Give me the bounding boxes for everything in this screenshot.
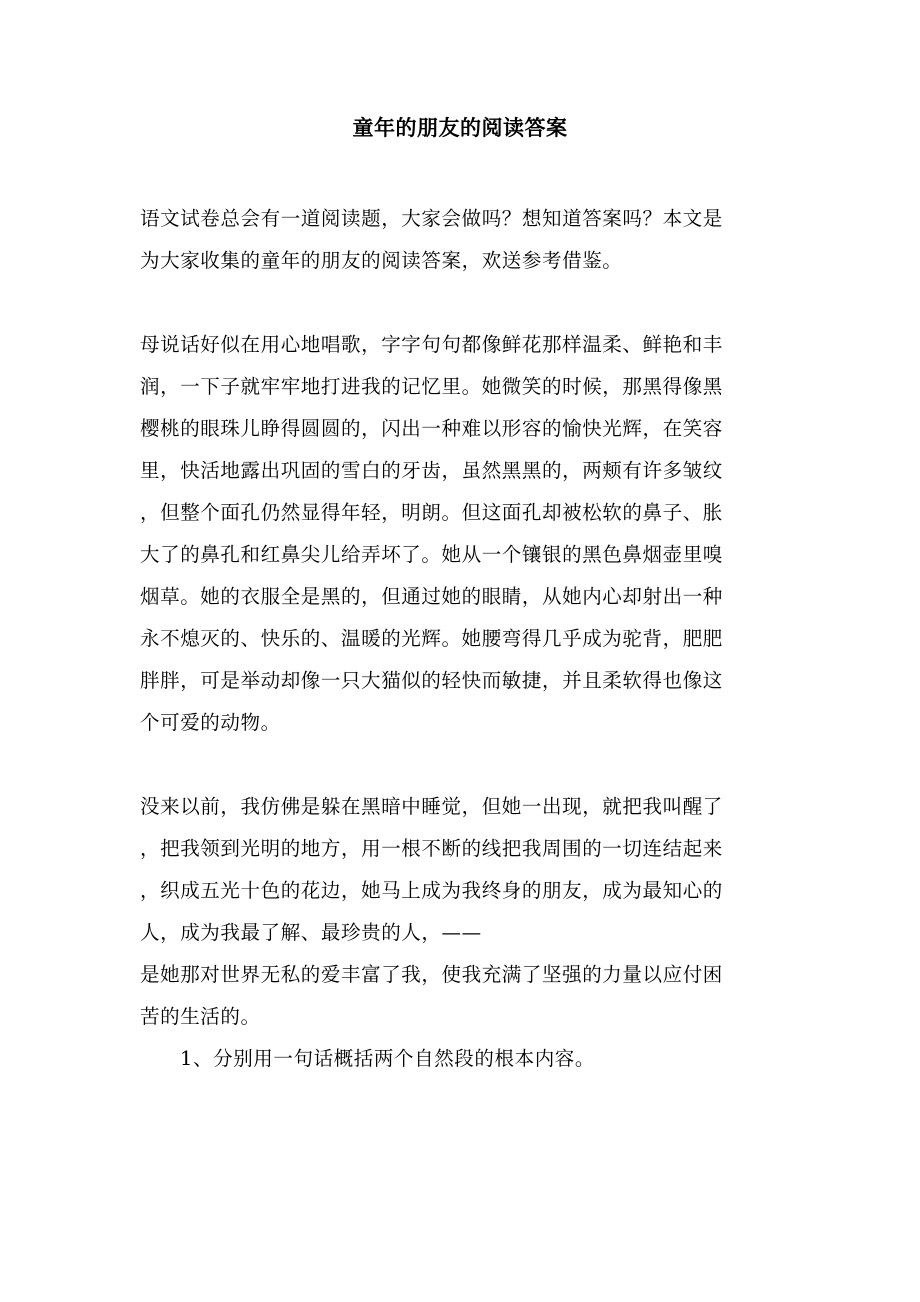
text-line: 润，一下子就牢牢地打进我的记忆里。她微笑的时候，那黑得像黑	[140, 375, 723, 398]
text-line: 里，快活地露出巩固的雪白的牙齿，虽然黑黑的，两颊有许多皱纹	[140, 459, 723, 482]
intro-paragraph	[140, 198, 780, 282]
text-line: 人，成为我最了解、最珍贵的人，——	[140, 921, 482, 944]
text-line: 烟草。她的衣服全是黑的，但通过她的眼睛，从她内心却射出一种	[140, 585, 723, 608]
text-line: ，织成五光十色的花边，她马上成为我终身的朋友，成为最知心的	[140, 879, 723, 902]
friend-paragraph	[140, 786, 780, 1038]
paragraph-gap	[140, 282, 780, 324]
text-line: ，把我领到光明的地方，用一根不断的线把我周围的一切连结起来	[140, 837, 723, 860]
document-body	[140, 198, 780, 1080]
text-line: ，但整个面孔仍然显得年轻，明朗。但这面孔却被松软的鼻子、胀	[140, 501, 723, 524]
paragraph-gap	[140, 744, 780, 786]
text-line: 樱桃的眼珠儿睁得圆圆的，闪出一种难以形容的愉快光辉，在笑容	[140, 417, 723, 440]
page-title: 童年的朋友的阅读答案	[352, 115, 568, 140]
text-line: 苦的生活的。	[140, 1005, 261, 1028]
question-item: 1、分别用一句话概括两个自然段的根本内容。	[180, 1047, 596, 1070]
text-line: 语文试卷总会有一道阅读题，大家会做吗？想知道答案吗？本文是	[140, 207, 723, 230]
text-line: 没来以前，我仿佛是躲在黑暗中睡觉，但她一出现，就把我叫醒了	[140, 795, 723, 818]
text-line: 是她那对世界无私的爱丰富了我，使我充满了坚强的力量以应付困	[140, 963, 723, 986]
text-line: 大了的鼻孔和红鼻尖儿给弄坏了。她从一个镶银的黑色鼻烟壶里嗅	[140, 543, 723, 566]
text-line: 永不熄灭的、快乐的、温暖的光辉。她腰弯得几乎成为驼背，肥肥	[140, 627, 723, 650]
text-line: 母说话好似在用心地唱歌，字字句句都像鲜花那样温柔、鲜艳和丰	[140, 333, 723, 356]
grandmother-paragraph	[140, 324, 780, 744]
text-line: 个可爱的动物。	[140, 711, 281, 734]
text-line: 为大家收集的童年的朋友的阅读答案，欢送参考借鉴。	[140, 249, 623, 272]
text-line: 胖胖，可是举动却像一只大猫似的轻快而敏捷，并且柔软得也像这	[140, 669, 723, 692]
